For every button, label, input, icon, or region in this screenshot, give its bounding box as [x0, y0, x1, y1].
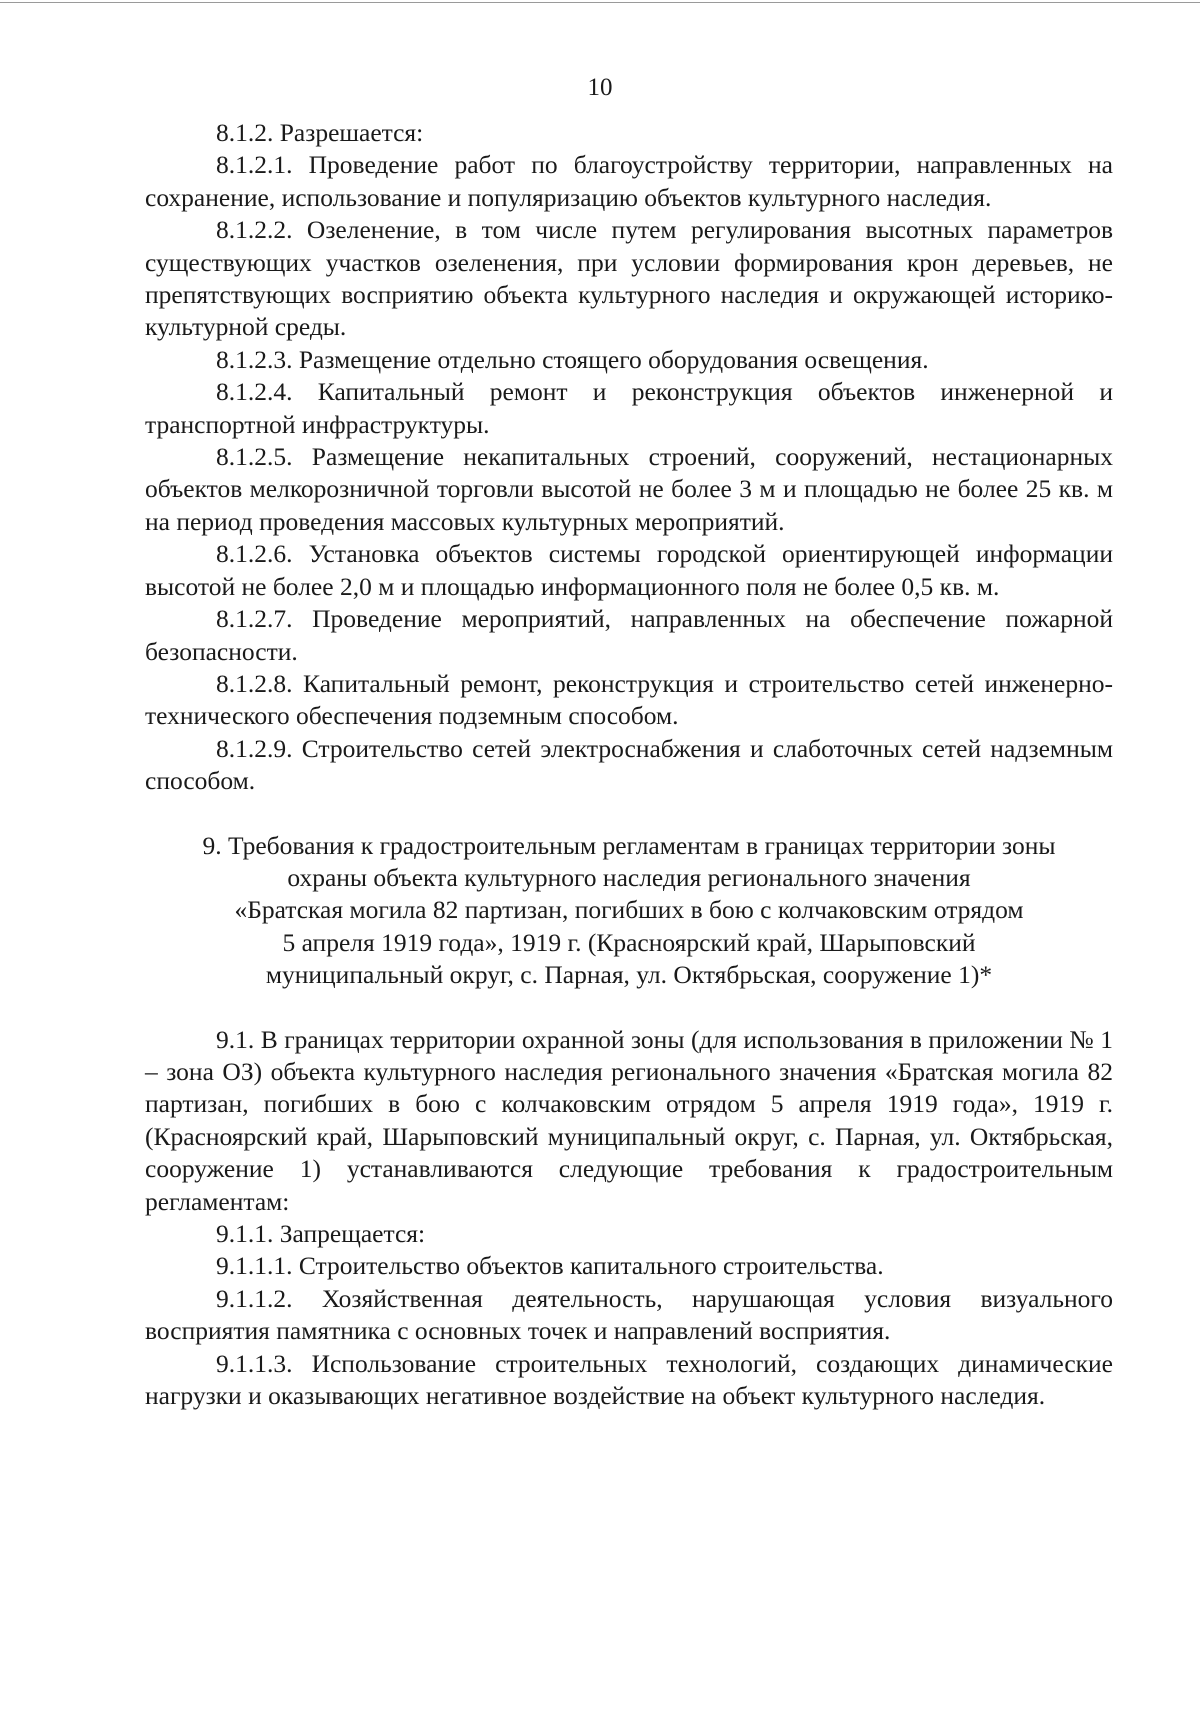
paragraph-8-1-2-9: 8.1.2.9. Строительство сетей электроснабжения и слаботочных сетей надземным способом. [145, 733, 1113, 796]
paragraph-9-1-1-1: 9.1.1.1. Строительство объектов капитального строительства. [216, 1251, 884, 1281]
paragraph-9-1-1: 9.1.1. Запрещается: [216, 1219, 426, 1248]
section-9-heading [145, 830, 1113, 992]
section-9-title [145, 830, 1113, 992]
heading-line: 9. Требования к градостроительным регламентам в границах территории зоны [202, 830, 1056, 860]
paragraph-8-1-2-6: 8.1.2.6. Установка объектов системы городской ориентирующей информации высотой не более 2,0 м и площадью информационного поля не более 0,5 кв. м. [145, 539, 1113, 601]
paragraph-8-1-2-7: 8.1.2.7. Проведение мероприятий, направленных на обеспечение пожарной безопасности. [145, 604, 1113, 666]
paragraph-8-1-2-3: 8.1.2.3. Размещение отдельно стоящего оборудования освещения. [216, 344, 929, 374]
paragraph-8-1-2-1: 8.1.2.1. Проведение работ по благоустройству территории, направленных на сохранение, использование и популяризацию объектов культурного наследия. [145, 150, 1113, 212]
paragraph-8-1-2-8: 8.1.2.8. Капитальный ремонт, реконструкция и строительство сетей инженерно-технического обеспечения подземным способом. [145, 668, 1113, 731]
paragraph-8-1-2-5: 8.1.2.5. Размещение некапитальных строений, сооружений, нестационарных объектов мелкорозничной торговли высотой не более 3 м и площадью не более 25 кв. м на период проведения массовых культурных мероприятий. [145, 442, 1113, 536]
heading-line: «Братская могила 82 партизан, погибших в бою с колчаковским отрядом [234, 895, 1024, 925]
page-number: 10 [587, 74, 613, 101]
paragraph-9-1-1-2: 9.1.1.2. Хозяйственная деятельность, нарушающая условия визуального восприятия памятника с основных точек и направлений восприятия. [145, 1283, 1113, 1346]
scan-top-edge-line [0, 2, 1200, 3]
heading-line: муниципальный округ, с. Парная, ул. Октябрьская, сооружение 1)* [265, 960, 993, 990]
document-body [145, 117, 1113, 1412]
paragraph-9-1: 9.1. В границах территории охранной зоны (для использования в приложении № 1 – зона ОЗ) объекта культурного наследия регионального значения «Братская могила 82 партизан, погибших в бою с колчаковским отрядом 5 апреля 1919 года», 1919 г. (Красноярский край, Шарыповский муниципальный округ, с. Парная, ул. Октябрьская, сооружение 1) устанавливаются следующие требования к градостроительным регламентам: [145, 1024, 1113, 1216]
heading-line: охраны объекта культурного наследия регионального значения [287, 862, 971, 892]
heading-line: 5 апреля 1919 года», 1919 г. (Красноярский край, Шарыповский [282, 927, 976, 957]
paragraph-8-1-2-2: 8.1.2.2. Озеленение, в том числе путем регулирования высотных параметров существующих участков озеленения, при условии формирования крон деревьев, не препятствующих восприятию объекта культурного наследия и окружающей историко-культурной среды. [145, 215, 1113, 342]
paragraph-8-1-2: 8.1.2. Разрешается: [216, 118, 424, 147]
paragraph-8-1-2-4: 8.1.2.4. Капитальный ремонт и реконструкция объектов инженерной и транспортной инфраструктуры. [145, 377, 1113, 439]
paragraph-9-1-1-3: 9.1.1.3. Использование строительных технологий, создающих динамические нагрузки и оказывающих негативное воздействие на объект культурного наследия. [145, 1348, 1113, 1411]
